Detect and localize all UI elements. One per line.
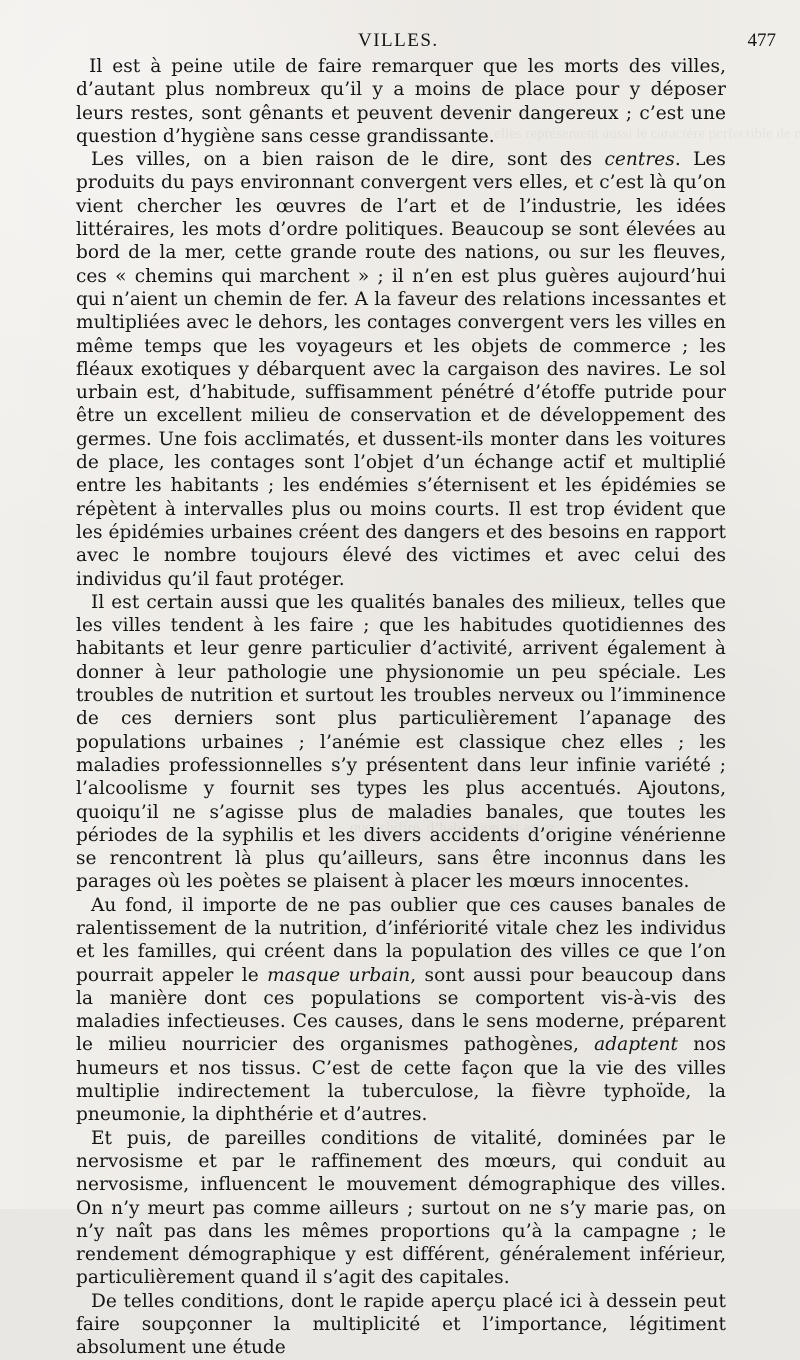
paragraph-2-text-start: Les villes, on a bien raison de le dire, sont des: [91, 149, 605, 171]
paragraph-6-text: De telles conditions, dont le rapide aperçu placé ici à dessein peut faire soupçonner la multiplicité et l’importance, légitiment absolument une étude: [76, 1290, 726, 1359]
paragraph-6: [76, 1290, 726, 1360]
italic-adaptent: adaptent: [594, 1034, 679, 1056]
paragraph-1: [76, 55, 726, 148]
paragraph-1-text: Il est à peine utile de faire remarquer que les morts des villes, d’autant plus nombreux qu’il y a moins de place pour y déposer leurs restes, sont gênants et peuvent devenir dangereux ; c’est une question d’hygiène sans cesse grandissante.: [76, 56, 726, 147]
paragraph-2-text-end: . Les produits du pays environnant convergent vers elles, et c’est là qu’on vient chercher les œuvres de l’art et de l’industrie, les idées littéraires, les mots d’ordre politiques. Beaucoup se sont élevées au bord de la mer, cette grande route des nations, ou sur les fleuves, ces « chemins qui marchent » ; il n’en est plus guères aujourd’hui qui n’aient un chemin de fer. A la faveur des relations incessantes et multipliées avec le dehors, les contages convergent vers les villes en même temps que les voyageurs et les objets de commerce ; les fléaux exotiques y débarquent avec la cargaison des navires. Le sol urbain est, d’habitude, suffisamment pénétré d’étoffe putride pour être un excellent milieu de conservation et de développement des germes. Une fois acclimatés, et dussent-ils monter dans les voitures de place, les contages sont l’objet d’un échange actif et multiplié entre les habitants ; les endémies s’éternisent et les épidémies se répètent à intervalles plus ou moins courts. Il est trop évident que les épidémies urbaines créent des dangers et des besoins en rapport avec le nombre toujours élevé des victimes et avec celui des individus qu’il faut protéger.: [76, 149, 726, 590]
page-header: [76, 18, 778, 52]
paragraph-5-text: Et puis, de pareilles conditions de vitalité, dominées par le nervosisme et par le raffinement des mœurs, qui conduit au nervosisme, influencent le mouvement démographique des villes. On n’y meurt pas comme ailleurs ; surtout on ne s’y marie pas, on n’y naît pas dans les mêmes proportions qu’à la campagne ; le rendement démographique y est différent, généralement inférieur, particulièrement quand il s’agit des capitales.: [76, 1127, 726, 1289]
paragraph-4-text-end: nos humeurs et nos tissus. C’est de cette façon que la vie des villes multiplie indirectement la tuberculose, la fièvre typhoïde, la pneumonie, la diphthérie et d’autres.: [76, 1034, 726, 1126]
page-number: 477: [747, 30, 776, 51]
paragraph-3-text: Il est certain aussi que les qualités banales des milieux, telles que les villes tendent à les faire ; que les habitudes quotidiennes des habitants et leur genre particulier d’activité, arrivent également à donner à leur pathologie une physionomie un peu spéciale. Les troubles de nutrition et surtout les troubles nerveux ou l’imminence de ces derniers sont plus particulièrement l’apanage des populations urbaines ; l’anémie est classique chez elles ; les maladies professionnelles s’y présentent dans leur infinie variété ; l’alcoolisme y fournit ses types les plus accentués. Ajoutons, quoiqu’il ne s’agisse plus de maladies banales, que toutes les périodes de la syphilis et les divers accidents d’origine vénérienne se rencontrent là plus qu’ailleurs, sans être inconnus dans les parages où les poètes se plaisent à placer les mœurs innocentes.: [76, 591, 726, 893]
paragraph-4-text-middle: , sont aussi pour beaucoup dans la manière dont ces populations se comportent vis-à-vis des maladies infectieuses. Ces causes, dans le sens moderne, préparent le milieu nourricier des organismes pathogènes,: [76, 964, 726, 1056]
paragraph-4-text-start: Au fond, il importe de ne pas oublier que ces causes banales de ralentissement de la nutrition, d’infériorité vitale chez les individus et les familles, qui créent dans la population des villes ce que l’on pourrait appeler le: [76, 894, 726, 986]
paragraph-5: [76, 1127, 726, 1290]
body-text: [76, 55, 726, 1360]
italic-masque-urbain: masque urbain: [267, 964, 411, 986]
paragraph-4: [76, 894, 726, 1127]
paragraph-3: [76, 591, 726, 894]
italic-centres: centres: [604, 149, 675, 171]
running-title: VILLES.: [358, 30, 439, 51]
paragraph-2: [76, 148, 726, 591]
